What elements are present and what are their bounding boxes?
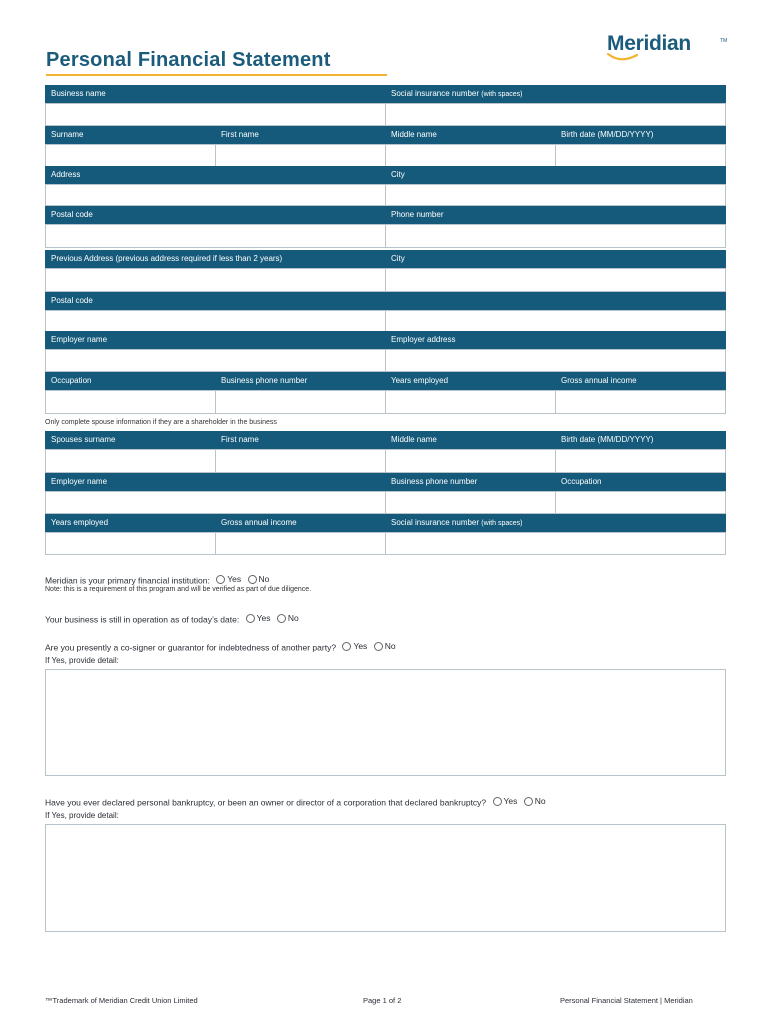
- label-birth-date: Birth date (MM/DD/YYYY): [555, 126, 726, 144]
- q1-yes-label: Yes: [227, 574, 242, 584]
- q3-yes-option[interactable]: [342, 641, 367, 651]
- label-gross-income: Gross annual income: [555, 372, 726, 390]
- q1-no-label: No: [258, 574, 270, 584]
- q4-yes-option[interactable]: [493, 796, 518, 806]
- q3-no-option[interactable]: [374, 641, 396, 651]
- employer-name-field[interactable]: [45, 349, 386, 372]
- bankruptcy-detail-textarea[interactable]: [45, 824, 726, 932]
- cosigner-detail-textarea[interactable]: [45, 669, 726, 776]
- spouse-sin-field[interactable]: [385, 532, 726, 555]
- spouse-years-employed-field[interactable]: [45, 532, 216, 555]
- label-spouse-years-employed: Years employed: [45, 514, 215, 532]
- q3-no-label: No: [384, 641, 396, 651]
- label-spouse-employer-name: Employer name: [45, 473, 385, 491]
- business-name-field[interactable]: [45, 103, 386, 126]
- q3-yes-radio[interactable]: [342, 642, 351, 651]
- logo-tm: TM: [720, 38, 728, 44]
- q2-no-option[interactable]: [277, 613, 299, 623]
- label-spouse-business-phone: Business phone number: [385, 473, 555, 491]
- label-sin-note: (with spaces): [481, 91, 523, 98]
- sin-field[interactable]: [385, 103, 726, 126]
- label-spouse-middle-name: Middle name: [385, 431, 555, 449]
- q4-no-radio[interactable]: [524, 797, 533, 806]
- title-underline: [46, 74, 387, 76]
- label-sin-text: Social insurance number: [391, 89, 480, 98]
- q4-no-label: No: [534, 796, 546, 806]
- label-spouse-sin-note: (with spaces): [481, 520, 523, 527]
- middle-name-field[interactable]: [385, 144, 556, 168]
- spouse-middle-name-field[interactable]: [385, 449, 556, 473]
- footer-trademark: ™Trademark of Meridian Credit Union Limited: [45, 996, 198, 1005]
- label-years-employed: Years employed: [385, 372, 555, 390]
- surname-field[interactable]: [45, 144, 216, 168]
- question-bankruptcy-text: Have you ever declared personal bankruptcy, or been an owner or director of a corporation that declared bankruptcy?: [45, 797, 487, 808]
- question-business-operation: [45, 613, 299, 625]
- q2-no-label: No: [287, 613, 299, 623]
- label-business-name: Business name: [45, 85, 385, 103]
- label-spouse-sin-text: Social insurance number: [391, 518, 480, 527]
- label-previous-address: Previous Address (previous address required if less than 2 years): [45, 250, 385, 268]
- spouse-occupation-field[interactable]: [555, 491, 726, 514]
- label-employer-address: Employer address: [385, 331, 726, 349]
- q1-note: Note: this is a requirement of this program and will be verified as part of due diligence.: [45, 586, 312, 593]
- label-spouse-occupation: Occupation: [555, 473, 726, 491]
- label-employer-name: Employer name: [45, 331, 385, 349]
- label-city-2: City: [385, 250, 726, 268]
- label-occupation: Occupation: [45, 372, 215, 390]
- q1-yes-option[interactable]: [216, 574, 241, 584]
- business-phone-field[interactable]: [215, 390, 386, 414]
- label-spouse-first-name: First name: [215, 431, 385, 449]
- question-bankruptcy: [45, 796, 546, 808]
- address-field[interactable]: [45, 184, 386, 206]
- label-spouse-gross-income: Gross annual income: [215, 514, 385, 532]
- q3-detail-label: If Yes, provide detail:: [45, 656, 119, 665]
- employer-address-field[interactable]: [385, 349, 726, 372]
- logo-text: Meridian: [607, 32, 691, 55]
- q4-no-option[interactable]: [524, 796, 546, 806]
- label-spouse-surname: Spouses surname: [45, 431, 215, 449]
- label-address: Address: [45, 166, 385, 184]
- label-middle-name: Middle name: [385, 126, 555, 144]
- question-cosigner-text: Are you presently a co-signer or guarantor for indebtedness of another party?: [45, 642, 337, 653]
- q3-yes-label: Yes: [353, 641, 368, 651]
- spouse-first-name-field[interactable]: [215, 449, 386, 473]
- spouse-employer-name-field[interactable]: [45, 491, 386, 514]
- footer-page-number: Page 1 of 2: [363, 996, 402, 1005]
- label-spouse-sin: [385, 514, 726, 532]
- q4-yes-radio[interactable]: [493, 797, 502, 806]
- spouse-gross-income-field[interactable]: [215, 532, 386, 555]
- label-spouse-birth-date: Birth date (MM/DD/YYYY): [555, 431, 726, 449]
- years-employed-field[interactable]: [385, 390, 556, 414]
- occupation-field[interactable]: [45, 390, 216, 414]
- label-first-name: First name: [215, 126, 385, 144]
- gross-income-field[interactable]: [555, 390, 726, 414]
- birth-date-field[interactable]: [555, 144, 726, 168]
- postal-code-2-blank[interactable]: [385, 310, 726, 332]
- label-phone-number: Phone number: [385, 206, 726, 224]
- label-city: City: [385, 166, 726, 184]
- q1-yes-radio[interactable]: [216, 575, 225, 584]
- q2-yes-option[interactable]: [246, 613, 271, 623]
- label-business-phone: Business phone number: [215, 372, 385, 390]
- city-2-field[interactable]: [385, 268, 726, 292]
- q2-yes-label: Yes: [256, 613, 271, 623]
- footer-doc-title: Personal Financial Statement | Meridian: [560, 996, 693, 1005]
- label-postal-code-2: Postal code: [45, 292, 726, 310]
- logo-swoosh-icon: [607, 52, 641, 62]
- phone-number-field[interactable]: [385, 224, 726, 248]
- spouse-surname-field[interactable]: [45, 449, 216, 473]
- page-title: Personal Financial Statement: [46, 49, 331, 71]
- label-postal-code: Postal code: [45, 206, 385, 224]
- postal-code-field[interactable]: [45, 224, 386, 248]
- q1-no-radio[interactable]: [248, 575, 257, 584]
- spouse-business-phone-field[interactable]: [385, 491, 556, 514]
- label-surname: Surname: [45, 126, 215, 144]
- q1-no-option[interactable]: [248, 574, 270, 584]
- question-cosigner: [45, 641, 396, 653]
- q4-yes-label: Yes: [503, 796, 518, 806]
- question-business-operation-text: Your business is still in operation as of today’s date:: [45, 614, 240, 625]
- spouse-birth-date-field[interactable]: [555, 449, 726, 473]
- meridian-logo: [607, 32, 727, 66]
- previous-address-field[interactable]: [45, 268, 386, 292]
- q2-yes-radio[interactable]: [246, 614, 255, 623]
- label-sin: [385, 85, 726, 103]
- q4-detail-label: If Yes, provide detail:: [45, 811, 119, 820]
- q2-no-radio[interactable]: [277, 614, 286, 623]
- postal-code-2-field[interactable]: [45, 310, 386, 332]
- q3-no-radio[interactable]: [374, 642, 383, 651]
- spouse-note: Only complete spouse information if they are a shareholder in the business: [45, 419, 277, 426]
- question-primary-institution-text: Meridian is your primary financial institution:: [45, 575, 210, 586]
- first-name-field[interactable]: [215, 144, 386, 168]
- question-primary-institution: [45, 574, 269, 586]
- city-field[interactable]: [385, 184, 726, 206]
